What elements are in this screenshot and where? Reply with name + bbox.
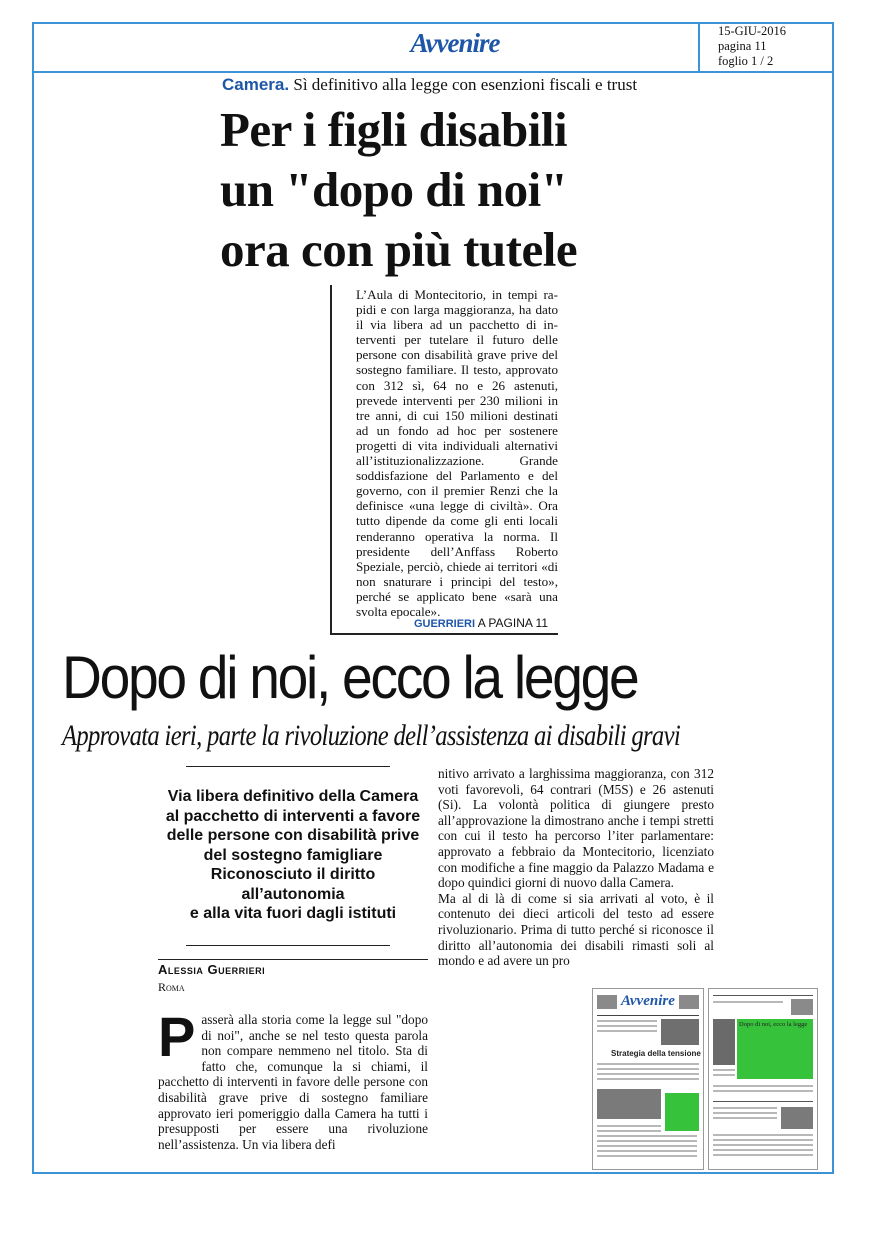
- callout-rule-top: [186, 766, 390, 767]
- callout-line: Riconosciuto il diritto all’autonomia: [210, 866, 376, 903]
- thumbnail-photo: [781, 1107, 813, 1129]
- article-callout: [160, 787, 426, 924]
- front-summary: [330, 285, 558, 635]
- column-1-text: asserà alla storia come la legge sul "dopo di noi", anche se nel testo questa parola non compare nemmeno nel titolo. Sta di fatto che, comunque la si chiami, il pacchetto di interventi in favore delle persone con disabilità grave prive di sostegno familiare approvato ieri pomeriggio dalla Camera ha tutti i presupposti per essere una rivoluzione nell’assistenza. Un via libera defi: [158, 1012, 428, 1152]
- article-column-2: [438, 766, 714, 969]
- callout-line: delle persone con disabilità prive: [166, 827, 420, 844]
- front-headline-line: ora con più tutele: [220, 222, 578, 277]
- front-headline-line: un "dopo di noi": [220, 162, 568, 217]
- clipping-page: pagina 11: [718, 39, 767, 53]
- thumbnail-photo: [713, 1019, 735, 1065]
- thumbnail-masthead: Avvenire: [621, 993, 675, 1009]
- reference-page: A PAGINA 11: [477, 616, 548, 630]
- front-page-thumbnail: [592, 988, 704, 1170]
- thumbnail-photo: [791, 999, 813, 1015]
- thumbnail-photo: [679, 995, 699, 1009]
- front-headline-line: Per i figli disabili: [220, 102, 568, 157]
- callout-rule-bottom: [186, 945, 390, 946]
- column-2-paragraph: Ma al di là di come si sia arrivati al voto, è il contenuto dei dieci articoli del testo ad essere rivoluzionario. Prima di tutto perché si riconosce il diritto all’autonomia dei disabili rimasti soli al mondo e ad avere un pro: [438, 890, 714, 969]
- thumbnail-headline: Dopo di noi, ecco la legge: [739, 1021, 808, 1028]
- clipping-date: 15-GIU-2016: [718, 24, 787, 38]
- summary-text: L’Aula di Montecitorio, in tempi rapidi e con larga maggioranza, ha dato il via libera ad un pacchetto di interventi per tutelare il futuro delle persone con disabilità grave prive del sostegno familiare. Il testo, approvato con 312 sì, 64 no e 26 astenuti, prevede interventi per 230 milioni in tre anni, di cui 150 milioni destinati ad un fondo ad hoc per sostenere progetti di vita individuali alternativi all’istituzionalizzazione. Grande soddisfazione del Parlamento e del governo, con il premier Renzi che la definisce «una legge di civiltà». Ora tutto dipende da come gli enti locali renderanno operativa la norma. Il presidente dell’Anffass Roberto Speziale, perciò, chiede ai territori «di non snaturare i principi del testo», perché se applicato bene «sarà una svolta epocale».: [356, 287, 558, 619]
- column-2-paragraph: nitivo arrivato a larghissima maggioranza, con 312 voti favorevoli, 64 contrari (M5S) e 26 astenuti (Si). La volontà politica di giungere presto all’approvazione la dimostrano anche i tempi stretti con cui il testo ha percorso l’iter parlamentare: approvato a febbraio da Montecitorio, licenziato con modifiche a fine maggio da Palazzo Madama e dopo quindici giorni di nuovo dalla Camera.: [438, 766, 714, 891]
- reference-author: GUERRIERI: [413, 618, 476, 630]
- drop-cap: P: [158, 1005, 196, 1068]
- thumbnail-photo: [597, 1089, 661, 1119]
- front-headline: [220, 100, 680, 280]
- byline: Alessia Guerrieri: [158, 962, 266, 977]
- article-headline: Dopo di noi, ecco la legge: [62, 644, 638, 711]
- callout-line: Via libera definitivo della Camera: [167, 788, 419, 805]
- callout-line: del sostegno famigliare: [203, 846, 383, 864]
- page-reference: [414, 616, 548, 630]
- thumbnail-highlight: [737, 1019, 813, 1079]
- clipping-meta: [698, 22, 834, 73]
- thumbnail-photo: [597, 995, 617, 1009]
- callout-line: al pacchetto di interventi a favore: [165, 807, 421, 825]
- inner-page-thumbnail: [708, 988, 818, 1170]
- thumbnail-photo: [661, 1019, 699, 1045]
- kicker-label: Camera.: [222, 75, 290, 94]
- dateline: Roma: [158, 980, 185, 994]
- clipping-sheet: foglio 1 / 2: [718, 54, 774, 68]
- thumbnail-headline: Strategia della tensione: [611, 1049, 701, 1058]
- kicker-text: Sì definitivo alla legge con esenzioni fiscali e trust: [293, 75, 638, 94]
- masthead-logo: Avvenire: [410, 28, 500, 58]
- thumbnail-highlight: [665, 1093, 699, 1131]
- callout-line: e alla vita fuori dagli istituti: [189, 905, 397, 922]
- byline-rule: [158, 959, 428, 960]
- front-kicker: [222, 75, 637, 95]
- article-subhead: Approvata ieri, parte la rivoluzione dell’assistenza ai disabili gravi: [62, 719, 681, 752]
- article-column-1: [158, 1005, 428, 1152]
